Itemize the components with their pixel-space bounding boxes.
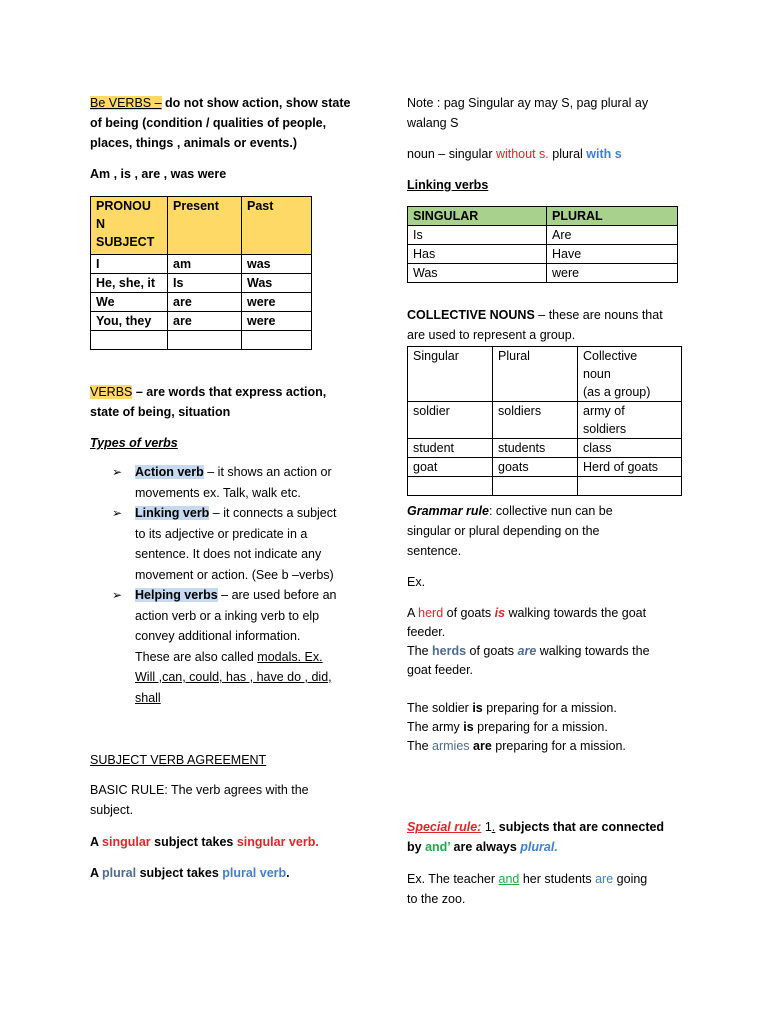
table-row: soldier soldiers army of soldiers [408,402,682,439]
grammar-rule: Grammar rule: collective nun can be singular or plural depending on the sentence. [407,504,613,558]
note: Note : pag Singular ay may S, pag plural ay walang S [407,96,649,130]
types-of-verbs-list [90,462,365,708]
list-item: ➢ Linking verb – it connects a subject to its adjective or predicate in a sentence. It does not indicate any movement or action. (See b –verbs) [90,503,365,585]
helping-verbs-term: Helping verbs [135,588,218,602]
table-header: Collective noun (as a group) [578,347,682,402]
arrow-bullet-icon: ➢ [112,506,123,520]
table-header: PRONOU N SUBJECT [91,197,168,255]
example-label: Ex. [407,575,426,589]
singular-rule: A singular subject takes singular verb. [90,835,319,849]
teacher-sentence: Ex. The teacher and her students are going to the zoo. [407,872,648,906]
collective-nouns-table [407,346,682,496]
table-row [408,477,682,496]
be-verbs-definition: Be VERBS – do not show action, show state of being (condition / qualities of people, places, things , animals or events.) [90,96,351,150]
linking-verbs-table [407,206,678,283]
linking-verbs-heading: Linking verbs [407,178,489,192]
collective-nouns-term: COLLECTIVE NOUNS [407,308,535,322]
table-header: SINGULAR [408,207,547,226]
grammar-rule-label: Grammar rule [407,504,489,518]
table-row: We are were [91,293,312,312]
be-verbs-list: Am , is , are , was were [90,167,227,181]
special-rule: Special rule: 1. subjects that are connected by and’ are always plural. [407,820,665,854]
table-row: student students class [408,439,682,458]
list-item: ➢ Helping verbs – are used before an action verb or a inking verb to elp convey additional information. These are also called modals. Ex. Will ,can, could, has , have do , did, shall [90,585,365,708]
basic-rule: BASIC RULE: The verb agrees with the subject. [90,783,309,817]
table-header: Present [168,197,242,255]
list-item: ➢ Action verb – it shows an action or movements ex. Talk, walk etc. [90,462,365,503]
table-row: I am was [91,255,312,274]
sva-heading: SUBJECT VERB AGREEMENT [90,753,267,767]
table-row: Has Have [408,245,678,264]
table-row [91,331,312,350]
types-of-verbs-heading: Types of verbs [90,436,178,450]
special-rule-label: Special rule: [407,820,482,834]
verbs-definition: VERBS – are words that express action, state of being, situation [90,385,327,419]
table-header: Plural [493,347,578,402]
be-verbs-term: Be VERBS – [90,96,162,110]
action-verb-term: Action verb [135,465,204,479]
verbs-term: VERBS [90,385,133,399]
table-header: PLURAL [547,207,678,226]
collective-nouns-definition: COLLECTIVE NOUNS – these are nouns that are used to represent a group. [407,308,663,342]
table-header: Past [242,197,312,255]
table-row: You, they are were [91,312,312,331]
soldier-sentences: The soldier is preparing for a mission. The army is preparing for a mission. The armies are preparing for a mission. [407,701,626,753]
table-row: He, she, it Is Was [91,274,312,293]
be-verbs-table [90,196,312,350]
arrow-bullet-icon: ➢ [112,588,123,602]
plural-rule: A plural subject takes plural verb. [90,866,290,880]
noun-line: noun – singular without s. plural with s [407,147,622,161]
linking-verb-term: Linking verb [135,506,210,520]
table-row: goat goats Herd of goats [408,458,682,477]
herd-sentence: A herd of goats is walking towards the goat feeder. The herds of goats are walking towards the goat feeder. [407,606,650,677]
table-row: Is Are [408,226,678,245]
table-header: Singular [408,347,493,402]
arrow-bullet-icon: ➢ [112,465,123,479]
table-row: Was were [408,264,678,283]
